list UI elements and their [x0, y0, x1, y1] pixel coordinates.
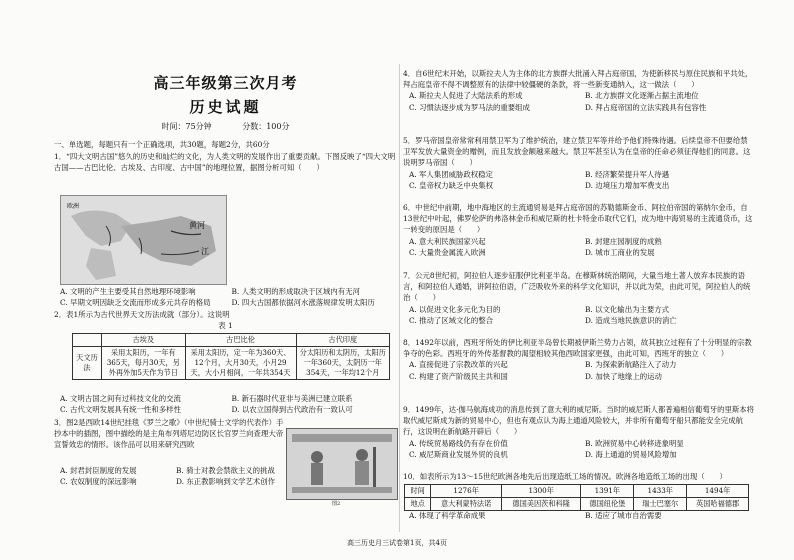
map-label-river: 江 — [201, 247, 209, 256]
q1-option-a[interactable]: A. 文明的产生主要受其自然地理环境影响 — [60, 287, 196, 296]
q2-table — [72, 333, 390, 380]
q7-option-c[interactable]: C. 推动了区域文化的整合 — [409, 315, 493, 325]
exam-meta — [54, 121, 397, 132]
q2-header-egypt: 古埃及 — [102, 334, 186, 347]
exam-time: 时间：75分钟 — [161, 122, 212, 131]
q10-time-5: 1494年 — [687, 485, 749, 498]
q9-option-a[interactable]: A. 传统贸易路线仍有存在价值 — [409, 438, 508, 448]
section-heading — [54, 139, 397, 150]
q2-cell-egypt: 采用太阳历，一年有365天，每月30天，另外再外加5天作为节日 — [102, 347, 186, 380]
q3-option-b[interactable]: B. 骑士对教会禁欲主义的挑战 — [176, 466, 275, 475]
q3-options — [60, 465, 286, 487]
q5-option-c[interactable]: C. 皇帝权力缺乏中央集权 — [409, 180, 493, 190]
map-graphic — [61, 196, 226, 284]
q10-option-b[interactable]: B. 适应了城市自治需要 — [585, 511, 662, 520]
q8-option-a[interactable]: A. 直接促进了宗教改革的兴起 — [409, 360, 508, 370]
q5-stem: 5．罗马帝国皇帝常常利用禁卫军为了维护统治，建立禁卫军等并给予他们特殊待遇。后续皇帝不但要给禁卫军发放大量资金的赠例，而且发放金额越来越大。禁卫军甚至认为在皇帝的任命必须征得他们的同意。这说明罗马帝国（ ） — [403, 136, 751, 168]
column-divider — [399, 64, 400, 532]
q2-cell-india: 分太阳历和太阴历，太阳历一年360天，太阴历一年354天，一年均12个月 — [296, 347, 389, 380]
q10-time-2: 1300年 — [501, 485, 580, 498]
q2-option-d[interactable]: D. 以农立国得到古代政治有一致认可 — [231, 405, 353, 415]
q2-table-title: 表 1 — [218, 321, 233, 331]
q8-stem: 8．1492年以前，西班牙所处的伊比利亚半岛曾长期被伊斯兰势力占领，故其独立过程有了十分明显的宗教争夺的色彩。西班牙的外传基督教的渴望相较其他西欧国家更强，由此可知，西班牙的独立（ ） — [403, 338, 752, 359]
exam-title: 高三年级第三次月考 — [153, 74, 298, 92]
q9-stem: 9．1499年，达·伽马航海成功的消息传到了意大利的威尼斯。当时的威尼斯人都普遍相信葡萄牙的里斯本将取代威尼斯成为新的贸易中心，但也有观点认为海上通道风险较大，并非所有葡萄牙船只都能安全完成航行，这说明在新航路开辟后（ ） — [403, 405, 755, 437]
q10-place-label: 地点 — [405, 498, 431, 511]
q10-time-3: 1391年 — [581, 485, 634, 498]
tapestry-caption: 图2 — [332, 501, 341, 507]
question-1 — [54, 151, 397, 173]
q1-option-d[interactable]: D. 四大古国都依据河水涨落规律发明太阳历 — [231, 298, 375, 308]
q10-row-time — [405, 485, 749, 498]
q6-option-c[interactable]: C. 大量贵金属流入欧洲 — [409, 247, 486, 257]
question-8 — [403, 337, 755, 382]
q10-place-1: 意大利蒙特法诺 — [431, 498, 502, 511]
q4-stem: 4．自6世纪末开始，以斯拉夫人为主体的北方族群大批涌入拜占庭帝国，为使新移民与原住民族和平共处，拜占庭皇帝不得不调整原有的法律中较僵硬的条款，将一些新变通纳入，这一做法（ ） — [403, 69, 753, 90]
question-5 — [403, 135, 755, 191]
q3-option-c[interactable]: C. 农奴制度的深远影响 — [60, 477, 137, 487]
q2-option-a[interactable]: A. 文明古国之间有过科技文化的交流 — [60, 394, 181, 403]
q2-header-blank — [73, 334, 102, 347]
q1-stem: 1．“四大文明古国”悠久的历史和灿烂的文化，为人类文明的发展作出了重要贡献。下图反映了“四大文明古国——古巴比伦、古埃及、古印度、古中国”的地理位置，据图分析可知（ ） — [54, 152, 396, 173]
q2-row-label: 天文历法 — [73, 347, 102, 380]
q6-option-b[interactable]: B. 封建庄园制度的成熟 — [585, 236, 662, 246]
question-4 — [403, 68, 755, 113]
q4-option-d[interactable]: D. 拜占庭帝国的立法实践具有包容性 — [585, 102, 707, 112]
q8-option-d[interactable]: D. 加快了地缘上的运动 — [585, 371, 662, 381]
q2-table-header-row — [73, 334, 390, 347]
q7-option-a[interactable]: A. 以促进文化多元化为目的 — [409, 304, 501, 314]
tapestry-figure — [286, 428, 398, 500]
q10-options — [409, 510, 755, 521]
q10-time-label: 时间 — [405, 485, 431, 498]
q2-header-babylon: 古巴比伦 — [185, 334, 296, 347]
q4-option-a[interactable]: A. 斯拉夫人促进了大陆法系的形成 — [409, 91, 523, 101]
q2-table-row — [73, 347, 390, 380]
q3-option-a[interactable]: A. 封君封臣制度的发展 — [60, 466, 137, 475]
q3-stem: 3．图2是西欧14世纪挂毯《罗兰之歌》（中世纪骑士文学的代表作）手抄本中的插图，图中描绘的是主角布列塔尼边防区长官罗兰向查理大帝宣誓效忠的情形。该作品可以用来研究西欧 — [54, 418, 284, 450]
q1-options — [60, 286, 397, 308]
question-3 — [54, 417, 284, 451]
q7-option-d[interactable]: D. 造成当地民族意识的消亡 — [585, 315, 677, 325]
q8-option-b[interactable]: B. 为探索新航路注入了动力 — [585, 360, 677, 370]
exam-score: 分数：100分 — [242, 122, 290, 131]
q10-table — [404, 484, 749, 511]
question-2 — [54, 309, 397, 331]
q1-option-b[interactable]: B. 人类文明的形成取决于区域内有无河 — [231, 287, 360, 296]
q10-option-a[interactable]: A. 体现了科学革命成果 — [409, 511, 486, 520]
question-7 — [403, 270, 755, 326]
q2-stem: 2．表1所示为古代世界天文历法成就（部分）。这说明 — [54, 310, 230, 319]
q10-row-place — [405, 498, 749, 511]
q10-stem: 10．如表所示为13～15世纪欧洲各地先后出现造纸工场的情况。欧洲各地造纸工场的出现（ ） — [403, 472, 727, 481]
q10-place-3: 德国纽伦堡 — [581, 498, 634, 511]
q5-option-a[interactable]: A. 军人集团威胁政权稳定 — [409, 169, 493, 179]
map-label-europe: 欧洲 — [67, 203, 80, 210]
q2-options — [60, 393, 397, 415]
question-9 — [403, 404, 755, 460]
q7-stem: 7．公元8世纪初，阿拉伯人逐步征服伊比利亚半岛。在穆斯林统治期间，大量当地土著人放弃本民族的语言，和阿拉伯人通婚，讲阿拉伯语，广泛吸收外来的科学文化知识，并以此为荣，由此可见，阿拉伯人的统治（ ） — [403, 271, 751, 303]
section-heading-text: 一、单选题，每题只有一个正确选项，共30题，每题2分，共60分 — [54, 140, 270, 149]
q5-option-d[interactable]: D. 边境压力增加军费支出 — [585, 180, 670, 190]
q2-cell-babylon: 采用太阳历，定一年为360天、12个月，大月30天，小月29天，大小月相间，一年共354天 — [185, 347, 296, 380]
q10-place-5: 英国哈福德郡 — [687, 498, 749, 511]
q6-option-d[interactable]: D. 城市工商业的发展 — [585, 247, 655, 257]
q10-time-4: 1433年 — [634, 485, 687, 498]
q2-option-c[interactable]: C. 古代文明发展具有统一性和多样性 — [60, 405, 181, 415]
q6-option-a[interactable]: A. 意大利民族国家兴起 — [409, 236, 486, 246]
q9-option-b[interactable]: B. 欧洲贸易中心转移迹象明显 — [585, 438, 684, 448]
question-6 — [403, 202, 755, 258]
q2-header-india: 古代印度 — [296, 334, 389, 347]
map-label-yellow-river: 黄河 — [189, 221, 205, 230]
tapestry-graphic — [287, 429, 397, 499]
q7-option-b[interactable]: B. 以文化输出为主要方式 — [585, 304, 670, 314]
q6-stem: 6．中世纪中前期，地中海地区的主流通贸易是拜占庭帝国的苏勒德斯金币、阿拉伯帝国的第纳尔金币，自13世纪中叶起，佛罗伦萨的弗洛林金币和威尼斯的杜卡特金币取代它们，成为地中海贸易的主流通货币，这一转变的原因是（ ） — [403, 203, 753, 235]
q5-option-b[interactable]: B. 经济繁荣提升军人待遇 — [585, 169, 670, 179]
q10-place-4: 瑞士巴塞尔 — [634, 498, 687, 511]
exam-subtitle: 历史试题 — [189, 98, 262, 116]
q9-option-d[interactable]: D. 海上通道的贸易风险增加 — [585, 449, 677, 459]
q9-option-c[interactable]: C. 威尼斯商业发展外贸的良机 — [409, 449, 508, 459]
q10-place-2: 德国美因茨和科隆 — [501, 498, 580, 511]
page-footer: 高三历史月三试卷第1页，共4页 — [347, 539, 447, 547]
q4-option-c[interactable]: C. 习惯法逐步成为罗马法的重要组成 — [409, 102, 530, 112]
q4-option-b[interactable]: B. 北方族群文化逐渐占据主流地位 — [585, 91, 699, 101]
q2-option-b[interactable]: B. 新石器时代亚非与美洲已建立联系 — [231, 394, 353, 403]
question-10 — [403, 471, 755, 482]
q10-time-1: 1276年 — [431, 485, 502, 498]
q1-option-c[interactable]: C. 早期文明因缺乏交流而形成多元共存的格局 — [60, 298, 211, 308]
q3-option-d[interactable]: D. 东正教影响到文学艺术创作 — [176, 477, 276, 487]
civilizations-map — [60, 195, 227, 285]
q8-option-c[interactable]: C. 构建了资产阶级民主共和国 — [409, 371, 508, 381]
